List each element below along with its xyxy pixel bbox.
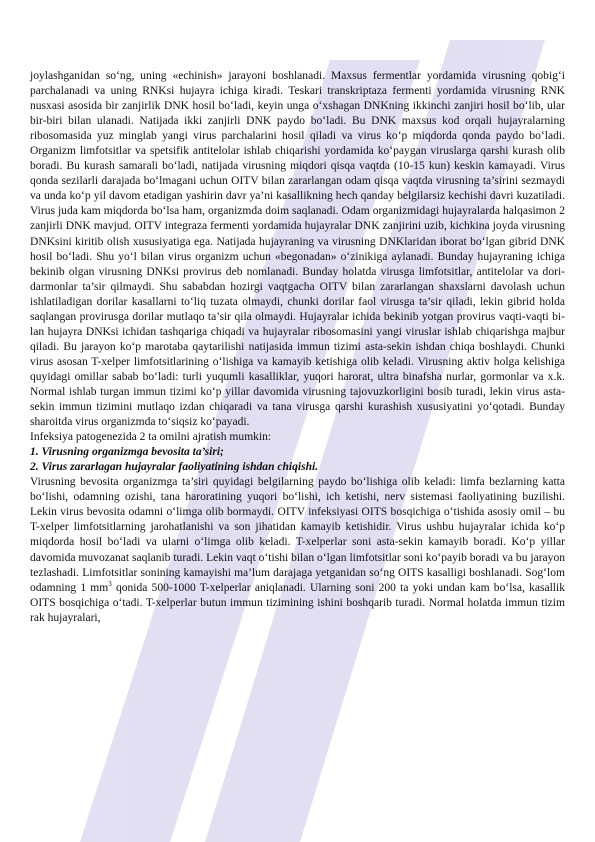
- paragraph-main: joylashganidan so‘ng, uning «echinish» jarayoni boshlanadi. Maxsus fermentlar yordamida virusning qobig‘i parchalanadi va uning RNKsi hujayra ichiga kiradi. Teskari transkriptaza fermenti yordamida virusning RNK nusxasi asosida bir zanjirlik DNK hosil bo‘ladi, keyin unga o‘xshagan DNKning ikkinchi zanjiri hosil bo‘lib, ular bir-biri bilan ulanadi. Natijada ikki zanjirli DNK paydo bo‘ladi. Bu DNK maxsus kod orqali hujayralarning ribosomasida yuz minglab yangi virus parchalarini hosil qiladi va virus ko‘p miqdorda qonda paydo bo‘ladi. Organizm limfotsitlar va spetsifik antitelolar ishlab chiqarishi yordamida ko‘paygan viruslarga qarshi kurash olib boradi. Bu kurash samarali bo‘ladi, natijada virusning miqdori qisqa vaqtda (10-15 kun) keskin kamayadi. Virus qonda sezilarli darajada bo‘lmagani uchun OITV bilan zararlangan odam qisqa vaqtda virusning ta’sirini sezmaydi va unda ko‘p yil davom etadigan yashirin davr ya’ni kasallikning hech qanday belgilarsiz kechishi davri kuzatiladi. Virus juda kam miqdorda bo‘lsa ham, organizmda doim saqlanadi. Odam organizmidagi hujayralarda halqasimon 2 zanjirli DNK mavjud. OITV integraza fermenti yordamida hujayralar DNK zanjirini uzib, kichkina joyda virusning DNKsini kiritib olish xususiyatiga ega. Natijada hujayraning va virusning DNKlaridan iborat bo‘lgan gibrid DNK hosil bo‘ladi. Shu yo‘l bilan virus organizm uchun «begonadan» o‘zinikiga aylanadi. Bunday hujayraning ichiga bekinib olgan virusning DNKsi provirus deb nomlanadi. Bunday holatda virusga limfotsitlar, antitelolar va dori-darmonlar ta’sir qilmaydi. Shu sababdan hozirgi vaqtgacha OITV bilan zararlangan shaxslarni davolash uchun ishlatiladigan dorilar kasallarni to‘liq tuzata olmaydi, chunki dorilar faol virusga ta’sir qiladi, lekin gibrid holda saqlangan provirusga dorilar mutlaqo ta’sir qila olmaydi. Hujayralar ichida bekinib yotgan provirus vaqti-vaqti bi- lan hujayra DNKsi ichidan tashqariga chiqadi va hujayralar ribosomasini yangi viruslar ishlab chiqarishga majbur qiladi. Bu jarayon ko‘p marotaba qaytarilishi natijasida immun tizimi asta-sekin ishdan chiqa boshlaydi. Chunki virus asosan T-xelper limfotsitlarining o‘lishiga va kamayib ketishiga olib keladi. Virusning aktiv holga kelishiga quyidagi omillar sabab bo‘ladi: turli yuqumli kasalliklar, yuqori harorat, ultra binafsha nurlar, gormonlar va x.k. Normal ishlab turgan immun tizimi ko‘p yillar davomida virusning tajovuzkorligini bosib turadi, lekin virus asta-sekin immun tizimini mutlaqo izdan chiqaradi va tana virusga qarshi kurashish xususiyatini yo‘qotadi. Bunday sharoitda virus organizmda to‘siqsiz ko‘payadi.: [30, 70, 565, 429]
- list-item-factor-2: 2. Virus zararlagan hujayralar faoliyatining ishdan chiqishi.: [30, 461, 319, 474]
- list-item-factor-1: 1. Virusning organizmga bevosita ta’siri;: [30, 446, 224, 459]
- closing-text-end: qonida 500-1000 T-xelperlar aniqlanadi. Ularning soni 200 ta yoki undan kam bo‘lsa, kasallik OITS bosqichiga o‘tadi. T-xelperlar butun immun tizimining ishini boshqarib turadi. Normal holatda immun tizim rak hujayralari,: [30, 581, 565, 624]
- paragraph-closing: [30, 475, 565, 625]
- superscript-cubic: 3: [108, 579, 112, 588]
- paragraph-factors-intro: Infeksiya patogenezida 2 ta omilni ajratish mumkin:: [30, 431, 272, 444]
- closing-text-start: Virusning bevosita organizmga ta’siri quyidagi belgilarning paydo bo‘lishiga olib keladi: limfa bezlarning katta bo‘lishi, odamning ozishi, tana haroratining yuqori bo‘lishi, ich ketishi, nerv sistemasi faoliyatining buzilishi. Lekin virus bevosita odamni o‘limga olib bormaydi. OITV infeksiyasi OITS bosqichiga o‘tishida asosiy omil – bu T-xelper limfotsitlarning jarohatlanishi va son jihatidan kamayib ketishidir. Virus ushbu hujayralar ichida ko‘p miqdorda hosil bo‘ladi va ularni o‘limga olib keladi. T-xelperlar soni asta-sekin kamayib boradi. Ko‘p yillar davomida muvozanat saqlanib turadi. Lekin vaqt o‘tishi bilan o‘lgan limfotsitlar soni ko‘payib boradi va bu jarayon tezlashadi. Limfotsitlar sonining kamayishi ma’lum darajaga yetganidan so‘ng OITS kasalligi boshlanadi. Sog‘lom odamning 1 mm: [30, 476, 565, 594]
